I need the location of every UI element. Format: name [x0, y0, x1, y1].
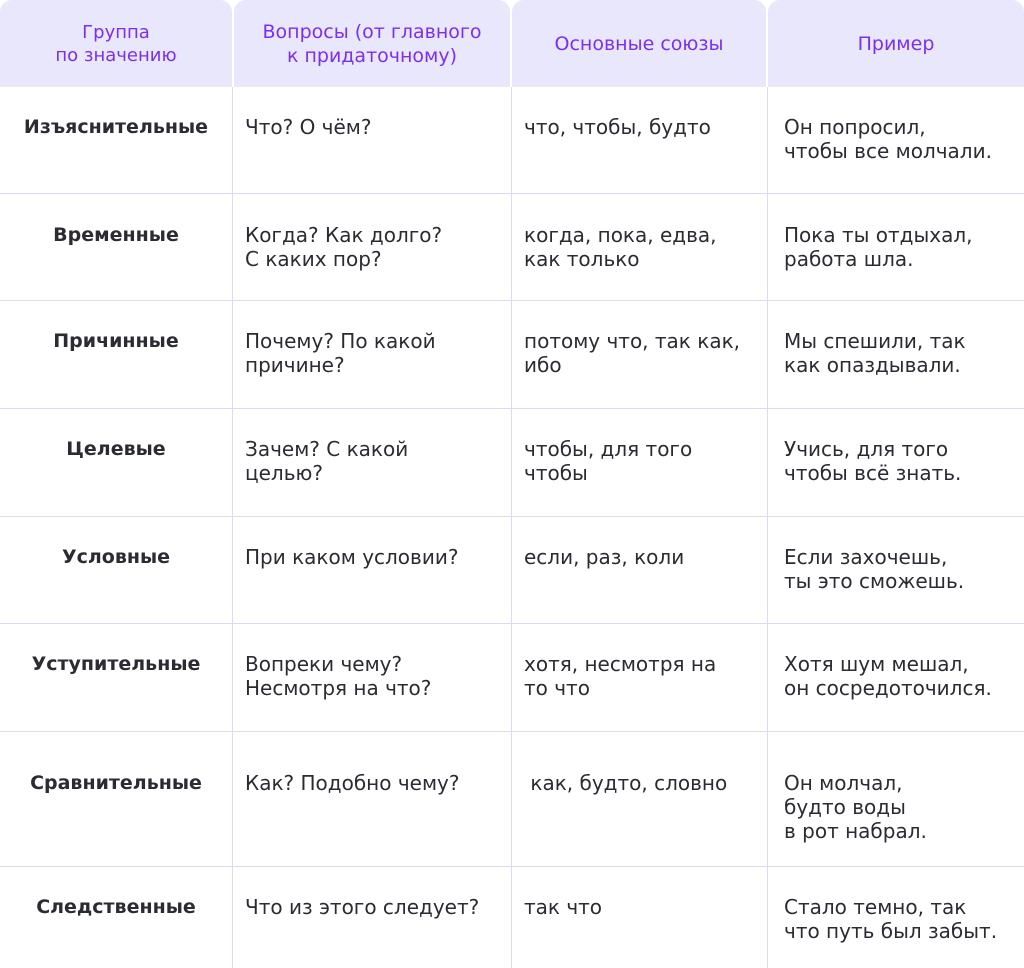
cell-group: Временные	[53, 224, 179, 246]
cell-conjunctions: что, чтобы, будто	[524, 115, 711, 139]
cell-questions: Почему? По какой причине?	[245, 329, 436, 377]
cell-group: Сравнительные	[30, 772, 202, 794]
column-divider	[232, 87, 233, 968]
cell-example: Он попросил, чтобы все молчали.	[784, 115, 992, 163]
cell-example: Если захочешь, ты это сможешь.	[784, 545, 965, 593]
cell-questions: Что из этого следует?	[245, 895, 480, 919]
row-divider	[0, 516, 1024, 517]
row-divider	[0, 623, 1024, 624]
cell-questions: Когда? Как долго? С каких пор?	[245, 223, 443, 271]
cell-example: Пока ты отдыхал, работа шла.	[784, 223, 973, 271]
cell-conjunctions: когда, пока, едва, как только	[524, 223, 717, 271]
row-divider	[0, 731, 1024, 732]
cell-conjunctions: если, раз, коли	[524, 545, 685, 569]
cell-group: Следственные	[36, 896, 196, 918]
column-divider	[767, 87, 768, 968]
cell-conjunctions: чтобы, для того чтобы	[524, 437, 693, 485]
cell-questions: При каком условии?	[245, 545, 459, 569]
cell-group: Причинные	[53, 330, 179, 352]
table-header	[0, 0, 1024, 87]
header-example: Пример	[768, 0, 1024, 87]
cell-example: Учись, для того чтобы всё знать.	[784, 437, 962, 485]
header-group: Группа по значению	[0, 0, 232, 87]
row-divider	[0, 866, 1024, 867]
cell-conjunctions: хотя, несмотря на то что	[524, 652, 717, 700]
cell-example: Мы спешили, так как опаздывали.	[784, 329, 966, 377]
header-questions: Вопросы (от главного к придаточному)	[234, 0, 510, 87]
row-divider	[0, 300, 1024, 301]
cell-questions: Зачем? С какой целью?	[245, 437, 409, 485]
cell-conjunctions: так что	[524, 895, 603, 919]
cell-example: Хотя шум мешал, он сосредоточился.	[784, 652, 992, 700]
column-divider	[511, 87, 512, 968]
header-conjunctions: Основные союзы	[512, 0, 766, 87]
cell-conjunctions: потому что, так как, ибо	[524, 329, 741, 377]
row-divider	[0, 193, 1024, 194]
cell-example: Он молчал, будто воды в рот набрал.	[784, 771, 927, 843]
cell-questions: Что? О чём?	[245, 115, 372, 139]
cell-group: Уступительные	[31, 653, 201, 675]
cell-group: Условные	[61, 546, 171, 568]
cell-conjunctions: как, будто, словно	[524, 771, 728, 795]
cell-questions: Вопреки чему? Несмотря на что?	[245, 652, 432, 700]
row-divider	[0, 408, 1024, 409]
cell-questions: Как? Подобно чему?	[245, 771, 460, 795]
cell-example: Стало темно, так что путь был забыт.	[784, 895, 998, 943]
cell-group: Изъяснительные	[23, 116, 209, 138]
cell-group: Целевые	[66, 438, 166, 460]
